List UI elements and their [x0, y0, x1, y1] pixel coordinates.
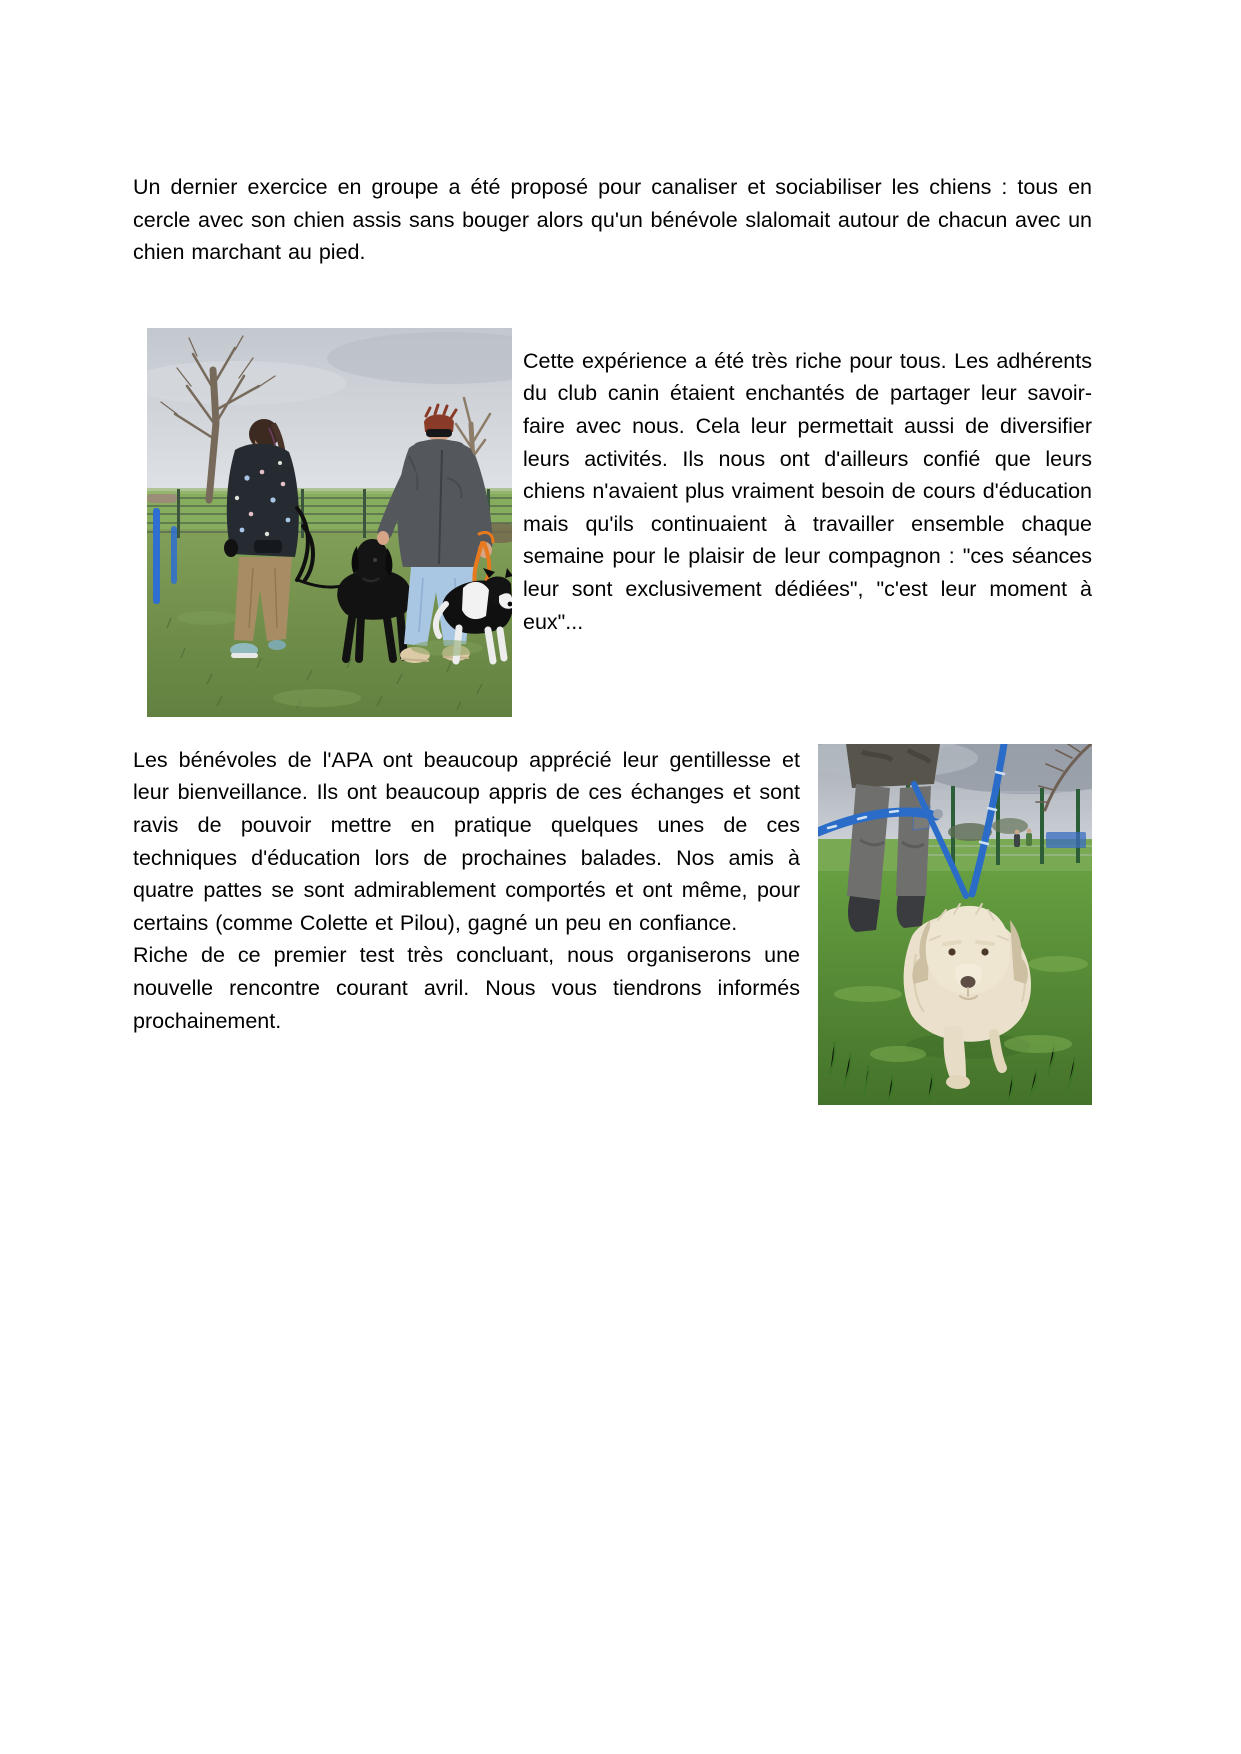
- volunteers-text-column: [133, 744, 800, 1037]
- group-walk-photo: [147, 328, 512, 717]
- page-content: [133, 171, 1092, 1105]
- white-dog-photo: [818, 744, 1092, 1105]
- experience-section: [133, 328, 1092, 717]
- next-meeting-paragraph: Riche de ce premier test très concluant, nous organiserons une nouvelle rencontre courant avril. Nous vous tiendrons informés prochainement.: [133, 943, 800, 1033]
- experience-text-column: [512, 328, 1092, 638]
- volunteers-paragraph: Les bénévoles de l'APA ont beaucoup apprécié leur gentillesse et leur bienveillance. Ils ont beaucoup appris de ces échanges et sont ravis de pouvoir mettre en pratique quelques unes de ces techniques d'éducation lors de prochaines balades. Nos amis à quatre pattes se sont admirablement comportés et ont même, pour certains (comme Colette et Pilou), gagné un peu en confiance.: [133, 747, 800, 935]
- log: [147, 494, 177, 503]
- intro-paragraph: Un dernier exercice en groupe a été proposé pour canaliser et sociabiliser les chiens : tous en cercle avec son chien assis sans bouger alors qu'un bénévole slalomait autour de chacun avec un chien marchant au pied.: [133, 175, 1092, 265]
- experience-paragraph: Cette expérience a été très riche pour tous. Les adhérents du club canin étaient enchantés de partager leur savoir-faire avec nous. Cela leur permettait aussi de diversifier leurs activités. Ils nous ont d'ailleurs confié que leurs chiens n'avaient plus vraiment besoin de cours d'éducation mais qu'ils continuaient à travailler ensemble chaque semaine pour le plaisir de leur compagnon : "ces séances leur sont exclusivement dédiées", "c'est leur moment à eux"...: [523, 348, 1092, 634]
- volunteers-section: [133, 744, 1092, 1105]
- group-walk-illustration: [147, 328, 512, 717]
- white-dog-illustration: [818, 744, 1092, 1105]
